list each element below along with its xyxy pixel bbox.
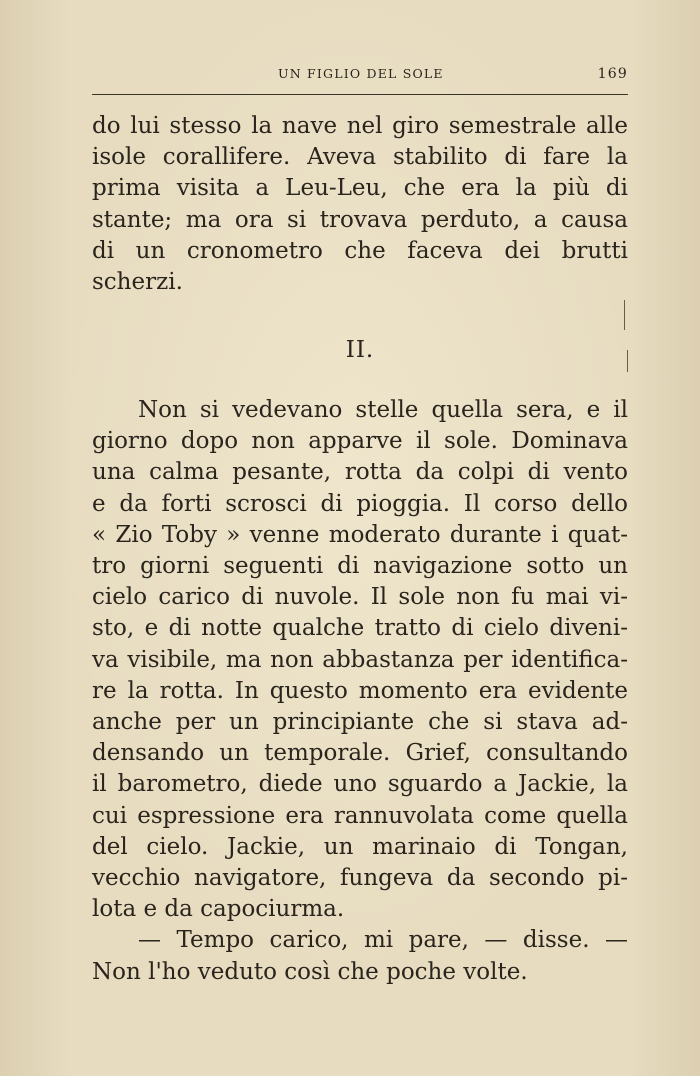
paragraph-continuation: [92, 111, 628, 298]
text-line: di un cronometro che faceva dei brutti: [92, 237, 628, 264]
text-line: do lui stesso la nave nel giro semestrale alle: [92, 113, 628, 139]
text-line: lota e da capociurma.: [92, 896, 345, 923]
margin-mark: [624, 300, 625, 330]
text-line: giorno dopo non apparve il sole. Dominava: [92, 428, 628, 455]
header-rule: [92, 94, 628, 95]
text-line: re la rotta. In questo momento era evidente: [92, 677, 628, 704]
text-line: va visibile, ma non abbastanza per identifica-: [92, 646, 628, 673]
text-line: il barometro, diede uno sguardo a Jackie, la: [92, 771, 628, 798]
text-line: Non l'ho veduto così che poche volte.: [92, 958, 528, 985]
text-line: sto, e di notte qualche tratto di cielo diveni-: [92, 615, 628, 642]
text-line: vecchio navigatore, fungeva da secondo pi-: [92, 865, 628, 892]
text-line: scherzi.: [92, 269, 183, 296]
text-line: una calma pesante, rotta da colpi di vento: [92, 459, 628, 486]
text-line: prima visita a Leu-Leu, che era la più di: [92, 175, 628, 202]
text-line: — Tempo carico, mi pare, — disse. —: [138, 927, 628, 954]
text-line: densando un temporale. Grief, consultando: [92, 740, 628, 767]
text-line: tro giorni seguenti di navigazione sotto un: [92, 553, 628, 580]
text-line: « Zio Toby » venne moderato durante i quat-: [92, 521, 628, 548]
text-line: cielo carico di nuvole. Il sole non fu mai vi-: [92, 584, 628, 611]
chapter-body: [92, 395, 628, 988]
text-line: anche per un principiante che si stava ad-: [92, 709, 628, 736]
text-line: Non si vedevano stelle quella sera, e il: [138, 397, 628, 423]
margin-mark: [627, 350, 628, 372]
running-title: UN FIGLIO DEL SOLE: [278, 66, 444, 81]
text-line: isole corallifere. Aveva stabilito di fare la: [92, 144, 628, 171]
text-line: e da forti scrosci di pioggia. Il corso dello: [92, 490, 628, 517]
text-line: cui espressione era rannuvolata come quella: [92, 802, 628, 829]
text-line: stante; ma ora si trovava perduto, a causa: [92, 206, 628, 233]
text-line: del cielo. Jackie, un marinaio di Tongan,: [92, 833, 628, 860]
page-header: [92, 66, 628, 86]
chapter-heading: II.: [345, 337, 375, 363]
page-number: 169: [597, 66, 628, 82]
